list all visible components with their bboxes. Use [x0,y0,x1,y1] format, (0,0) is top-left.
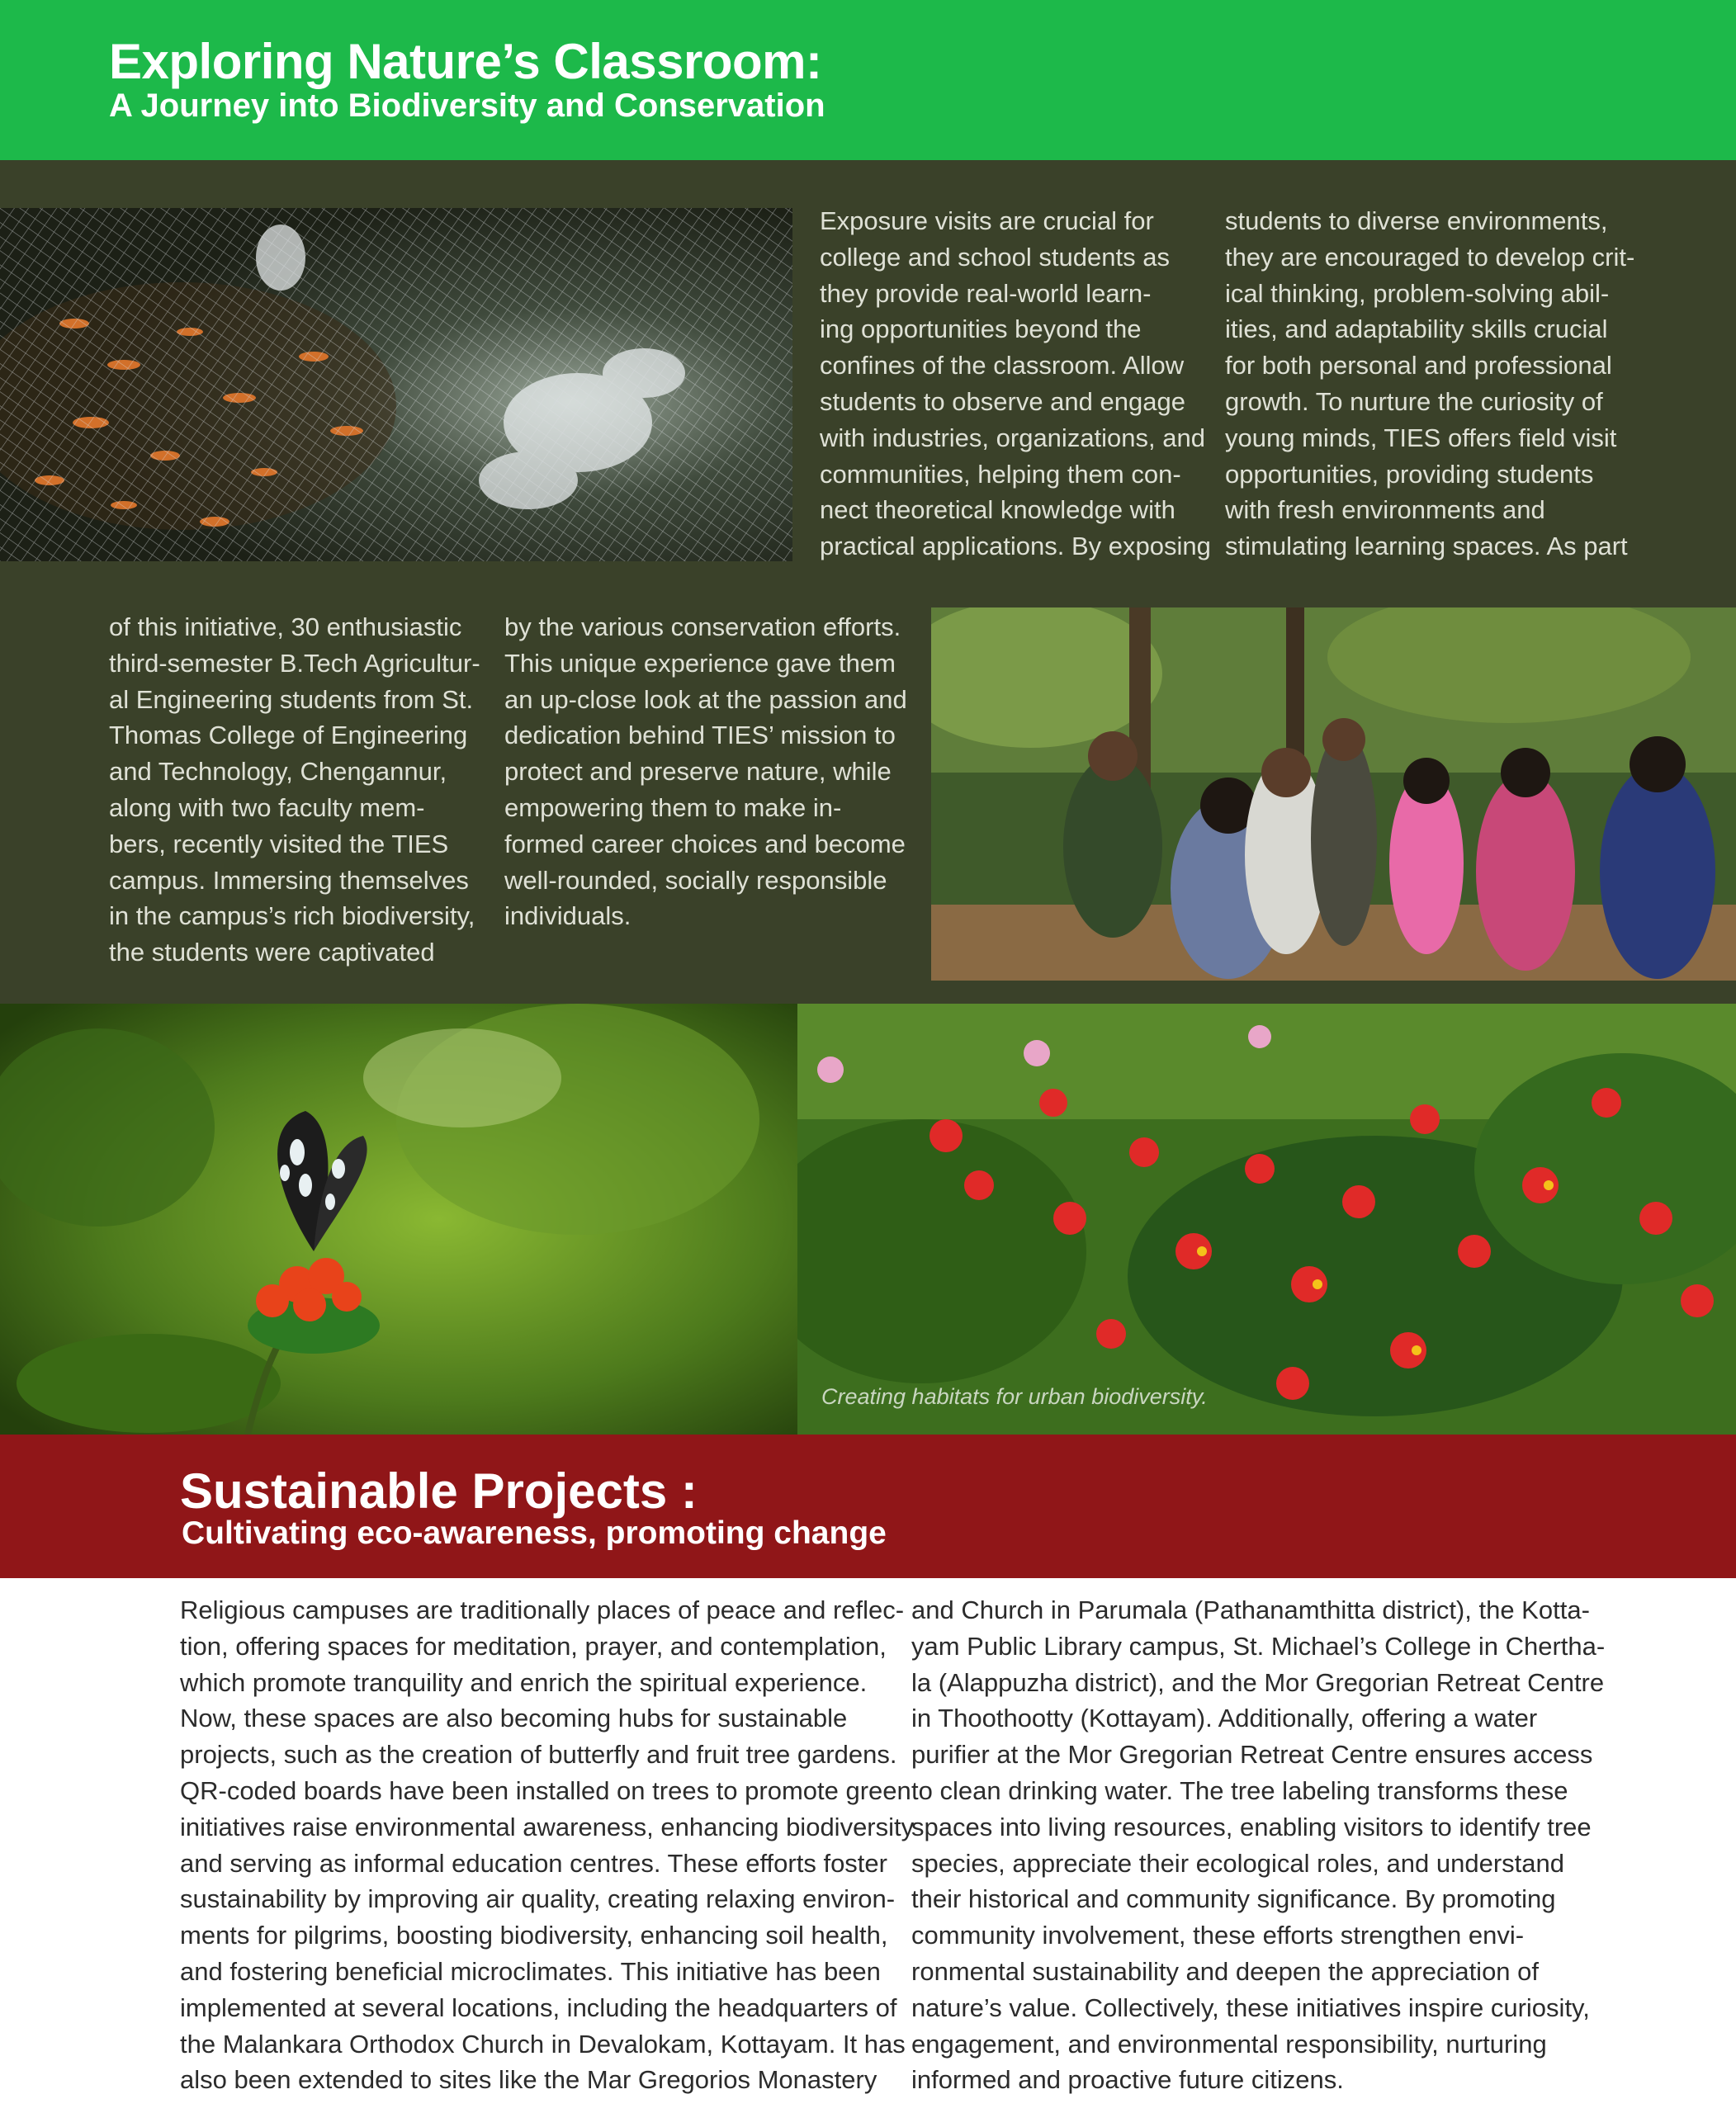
intro-column-3: of this initiative, 30 enthusiastic third-semester B.Tech Agricultur- al Engineering students from St. Thomas College of Engineering and Technology, Chengannur, along with two faculty mem- bers, recently visited the TIES campus. Immersing themselves in the campus’s rich biodiversity, the students were captivated [109,612,480,967]
section-subtitle: Cultivating eco-awareness, promoting change [182,1515,887,1551]
projects-column-1: Religious campuses are traditionally places of peace and reflec- tion, offering spaces for meditation, prayer, and contemplation, which promote tranquility and enrich the spiritual experience. Now, these spaces are also becoming hubs for sustainable projects, such as the creation of butterfly and fruit tree gardens. QR-coded boards have been installed on trees to promote green initiatives raise environmental awareness, enhancing biodiversity and serving as informal education centres. These efforts foster sustainability by improving air quality, creating relaxing environ- ments for pilgrims, boosting biodiversity, enhancing soil health, and fostering beneficial microclimates. This initiative has been implemented at several locations, including the headquarters of the Malankara Orthodox Church in Devalokam, Kottayam. It has also been extended to sites like the Mar Gregorios Monastery [180,1595,915,2095]
projects-column-2: and Church in Parumala (Pathanamthitta district), the Kotta- yam Public Library campus, St. Michael’s College in Chertha- la (Alappuzha district), and the Mor Gregorian Retreat Centre in Thoothootty (Kottayam). Additionally, offering a water purifier at the Mor Gregorian Retreat Centre ensures access to clean drinking water. The tree labeling transforms these spaces into living resources, enabling visitors to identify tree species, appreciate their ecological roles, and understand their historical and community significance. By promoting community involvement, these efforts strengthen envi- ronmental sustainability and deepen the appreciation of nature’s value. Collectively, these initiatives inspire curiosity, engagement, and environmental responsibility, nurturing informed and proactive future citizens. [911,1595,1606,2095]
page-title: Exploring Nature’s Classroom: [109,34,822,89]
fish-pond-photo [0,208,792,561]
section-title: Sustainable Projects : [180,1463,698,1519]
intro-column-4: by the various conservation efforts. This unique experience gave them an up-close look at the passion and dedication behind TIES’ mission to protect and preserve nature, while empowering them to make in- formed career choices and become well-rounded, socially responsible individuals. [504,612,907,931]
intro-column-2: students to diverse environments, they are encouraged to develop crit- ical thinking, problem-solving abil- ities, and adaptability skills crucial for both personal and professional growth. To nurture the curiosity of young minds, TIES offers field visit opportunities, providing students with fresh environments and stimulating learning spaces. As part [1225,206,1635,561]
lantana-flowers-photo [797,1004,1736,1435]
butterfly-photo [0,1004,797,1435]
students-group-photo [931,607,1736,981]
intro-column-1: Exposure visits are crucial for college and school students as they provide real-world learn- ing opportunities beyond the confines of the classroom. Allow students to observe and engage with industries, organizations, and communities, helping them con- nect theoretical knowledge with practical applications. By exposing [820,206,1211,561]
photo-caption: Creating habitats for urban biodiversity. [821,1384,1208,1409]
page-subtitle: A Journey into Biodiversity and Conservation [109,87,825,124]
